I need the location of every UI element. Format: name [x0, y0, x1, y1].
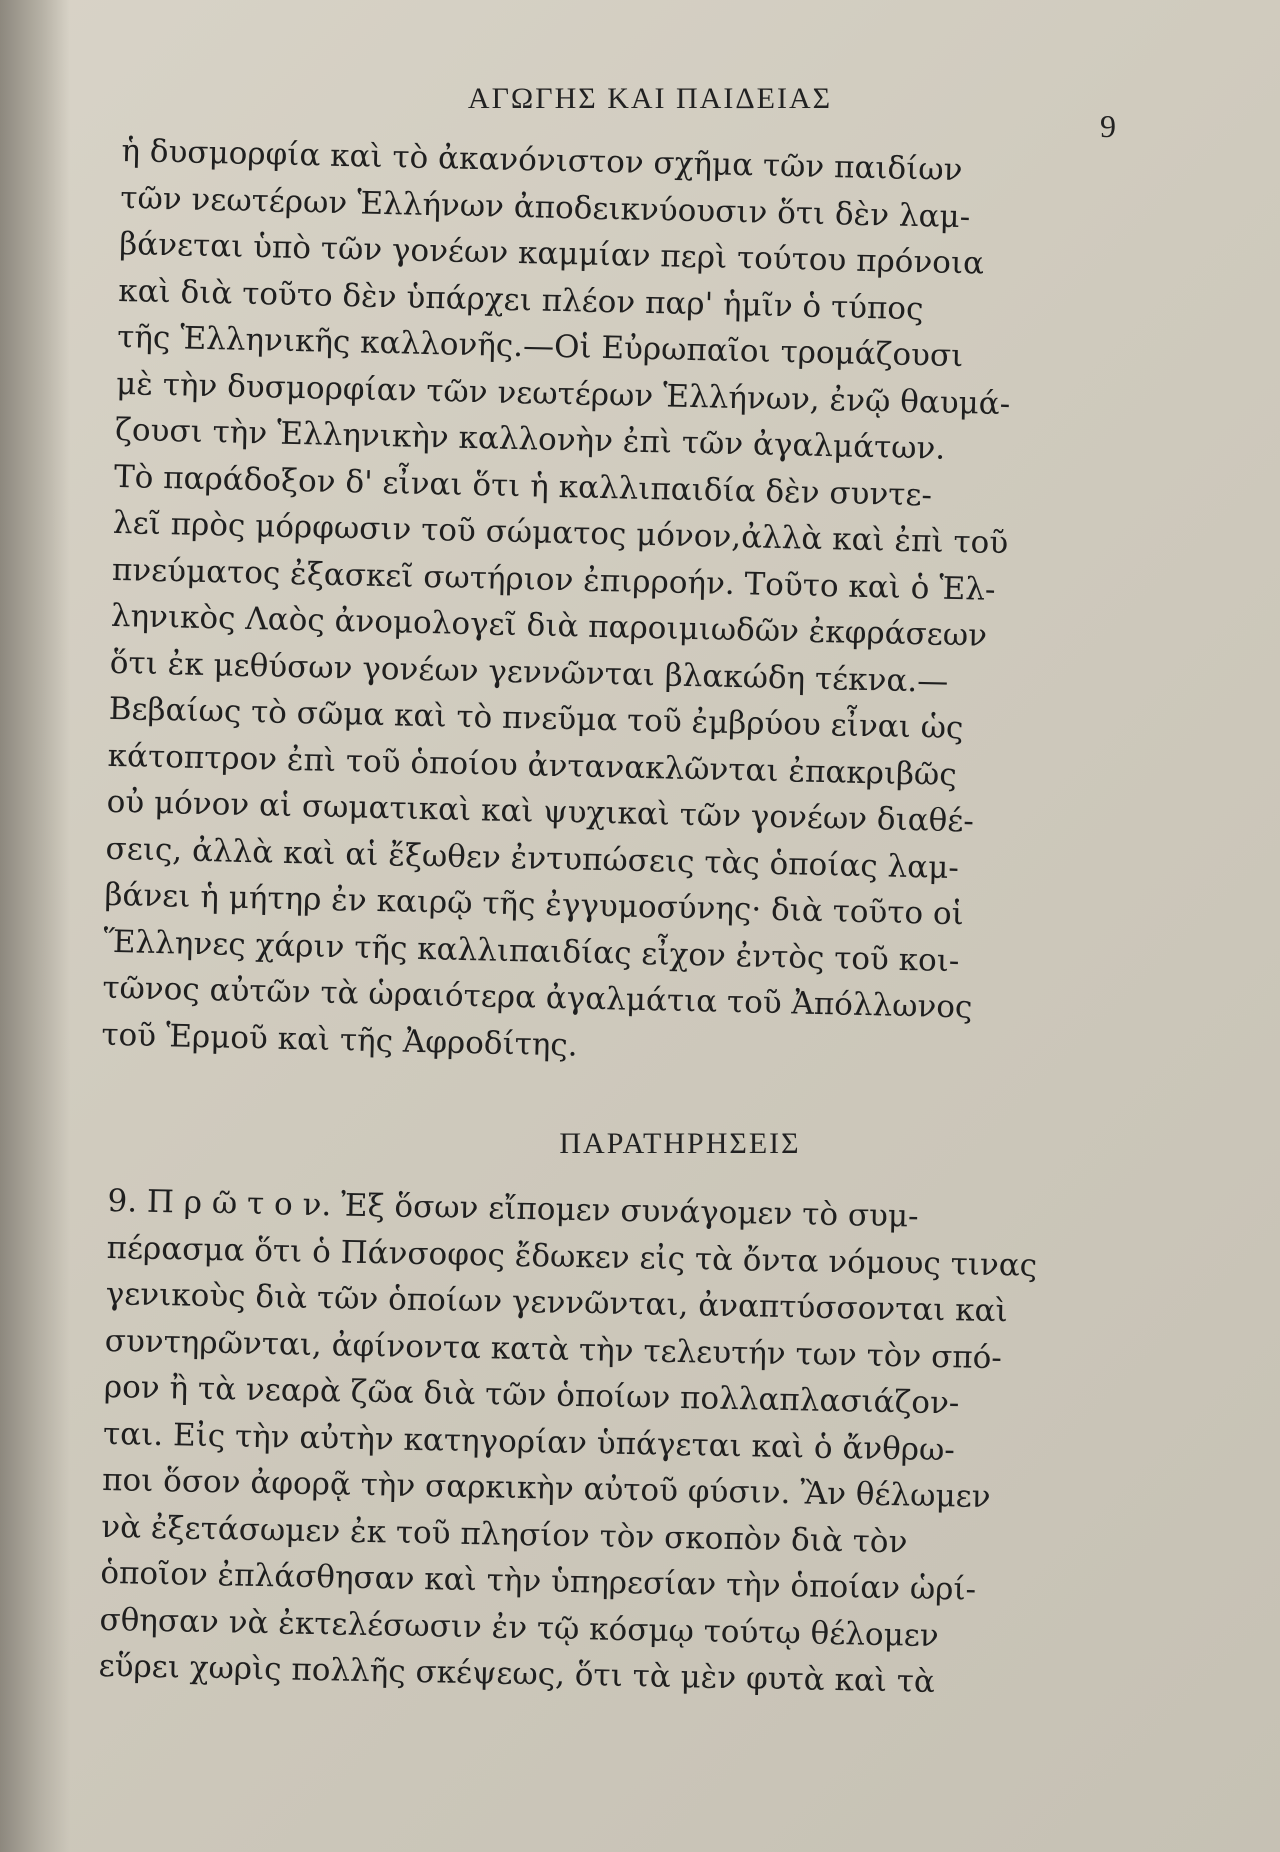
text-line: συντηρῶνται, ἀφίνοντα κατὰ τὴν τελευτήν των τὸν σπό-	[104, 1322, 1003, 1376]
section-heading: ΠΑΡΑΤΗΡΗΣΕΙΣ	[559, 1127, 801, 1160]
text-line: κάτοπτρον ἐπὶ τοῦ ὁποίου ἀντανακλῶνται ἐπακριβῶς	[107, 737, 958, 793]
text-line: ὁποῖον ἐπλάσθησαν καὶ τὴν ὑπηρεσίαν τὴν ὁποίαν ὡρί-	[100, 1554, 977, 1608]
text-line: ἡ δυσμορφία καὶ τὸ ἀκανόνιστον σχῆμα τῶν παιδίων	[121, 132, 963, 189]
text-line: τῶνος αὐτῶν τὰ ὡραιότερα ἀγαλμάτια τοῦ Ἀπόλλωνος	[102, 969, 973, 1026]
text-line: βάνεται ὑπὸ τῶν γονέων καμμίαν περὶ τούτου πρόνοια	[118, 225, 985, 282]
text-line: πνεύματος ἐξασκεῖ σωτήριον ἐπιρροήν. Τοῦτο καὶ ὁ Ἑλ-	[111, 551, 996, 608]
text-line: πέρασμα ὅτι ὁ Πάνσοφος ἔδωκεν εἰς τὰ ὄντα νόμους τινας	[106, 1229, 1038, 1284]
text-line: νὰ ἐξετάσωμεν ἐκ τοῦ πλησίον τὸν σκοπὸν διὰ τὸν	[100, 1508, 908, 1560]
text-line: γενικοὺς διὰ τῶν ὁποίων γεννῶνται, ἀναπτύσσονται καὶ	[105, 1275, 1009, 1330]
page-number: 9	[1100, 108, 1116, 144]
text-line: ποι ὅσον ἀφορᾷ τὴν σαρκικὴν αὐτοῦ φύσιν. Ἂν θέλωμεν	[101, 1461, 991, 1515]
text-line: βάνει ἡ μήτηρ ἐν καιρῷ τῆς ἐγγυμοσύνης· διὰ τοῦτο οἱ	[104, 876, 965, 933]
text-line: ὅτι ἐκ μεθύσων γονέων γεννῶνται βλακώδη τέκνα.—	[109, 644, 949, 700]
text-line: ται. Εἰς τὴν αὐτὴν κατηγορίαν ὑπάγεται καὶ ὁ ἄνθρω-	[102, 1415, 956, 1468]
text-line: μὲ τὴν δυσμορφίαν τῶν νεωτέρων Ἑλλήνων, ἐνῷ θαυμά-	[115, 365, 1011, 422]
body-text	[101, 128, 1132, 1081]
text-line: οὐ μόνον αἱ σωματικαὶ καὶ ψυχικαὶ τῶν γονέων διαθέ-	[106, 783, 975, 840]
text-line: λεῖ πρὸς μόρφωσιν τοῦ σώματος μόνον,ἀλλὰ καὶ ἐπὶ τοῦ	[112, 504, 1009, 562]
text-line: 9. Π ρ ῶ τ ο ν. Ἐξ ὅσων εἴπομεν συνάγομεν τὸ συμ-	[107, 1182, 919, 1235]
text-line: Ἕλληνες χάριν τῆς καλλιπαιδίας εἶχον ἐντὸς τοῦ κοι-	[103, 923, 960, 979]
text-line: Τὸ παράδοξον δ' εἶναι ὅτι ἡ καλλιπαιδία δὲν συντε-	[113, 458, 933, 513]
binding-shadow	[0, 0, 70, 1852]
text-line: τῆς Ἑλληνικῆς καλλονῆς.—Οἱ Εὐρωπαῖοι τρομάζουσι	[116, 318, 964, 375]
text-line: Βεβαίως τὸ σῶμα καὶ τὸ πνεῦμα τοῦ ἐμβρύου εἶναι ὡς	[108, 690, 964, 747]
text-line: ληνικὸς Λαὸς ἀνομολογεῖ διὰ παροιμιωδῶν ἐκφράσεων	[110, 597, 988, 654]
running-head: ΑΓΩΓΗΣ ΚΑΙ ΠΑΙΔΕΙΑΣ	[467, 82, 833, 115]
text-line: τοῦ Ἑρμοῦ καὶ τῆς Ἀφροδίτης.	[101, 1016, 579, 1064]
section-body-text	[98, 1178, 1138, 1709]
text-line: ζουσι τὴν Ἑλληνικὴν καλλονὴν ἐπὶ τῶν ἀγαλμάτων.	[114, 411, 946, 467]
text-line: εὕρει χωρὶς πολλῆς σκέψεως, ὅτι τὰ μὲν φυτὰ καὶ τὰ	[98, 1647, 936, 1700]
text-line: σθησαν νὰ ἐκτελέσωσιν ἐν τῷ κόσμῳ τούτῳ θέλομεν	[99, 1601, 940, 1654]
text-line: ρον ἢ τὰ νεαρὰ ζῶα διὰ τῶν ὁποίων πολλαπλασιάζον-	[103, 1368, 960, 1422]
text-line: τῶν νεωτέρων Ἑλλήνων ἀποδεικνύουσιν ὅτι δὲν λαμ-	[120, 179, 971, 235]
text-line: σεις, ἀλλὰ καὶ αἱ ἔξωθεν ἐντυπώσεις τὰς ὁποίας λαμ-	[105, 830, 960, 886]
text-line: καὶ διὰ τοῦτο δὲν ὑπάρχει πλέον παρ' ἡμῖν ὁ τύπος	[117, 272, 924, 327]
